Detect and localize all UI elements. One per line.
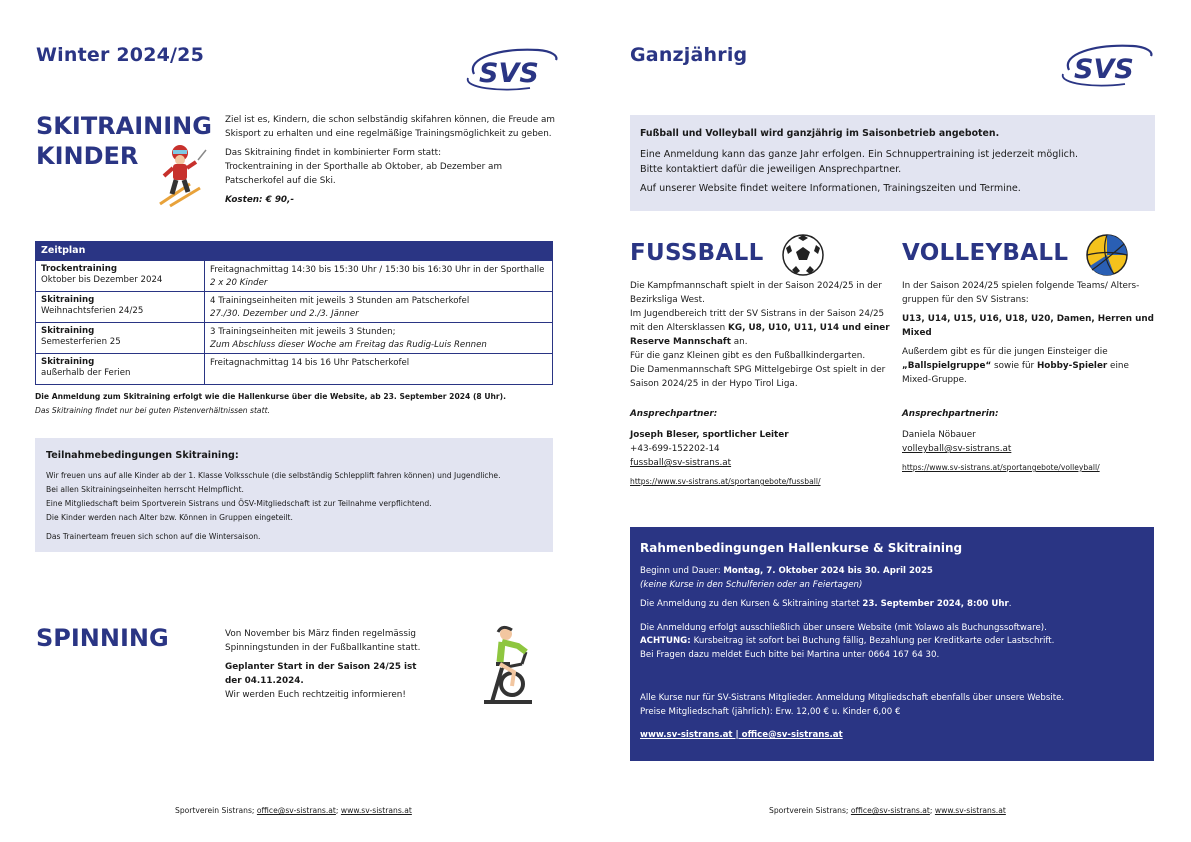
ski-form-line2: Trockentraining in der Sporthalle ab Oktober, ab Dezember am Patscherkofel auf die Ski. — [225, 162, 503, 186]
volleyball-p1: In der Saison 2024/25 spielen folgende Teams/ Alters-gruppen für den SV Sistrans: — [902, 281, 1140, 305]
fussball-p2c: an. — [730, 337, 748, 347]
volleyball-p3e: eine Mixed-Gruppe. — [902, 361, 1129, 385]
volleyball-p3a: Außerdem gibt es für die jungen Einsteiger die — [902, 347, 1108, 357]
rahmen-panel — [630, 527, 1154, 761]
zeitplan-table — [35, 241, 553, 385]
volleyball-contact-name: Daniela Nöbauer — [902, 430, 976, 440]
volleyball-p2: U13, U14, U15, U16, U18, U20, Damen, Herren und Mixed — [902, 314, 1154, 338]
volleyball-contact — [902, 407, 1154, 474]
intro-line3: Auf unserer Website findet weitere Informationen, Trainingszeiten und Termine. — [640, 183, 1021, 194]
volleyball-p3b: „Ballspielgruppe“ — [902, 361, 992, 371]
footer-email-link[interactable]: office@sv-sistrans.at — [256, 806, 336, 815]
anmeldung-notes — [35, 391, 565, 417]
row-line1: Freitagnachmittag 14 bis 16 Uhr Patscherkofel — [210, 358, 410, 368]
table-row — [36, 260, 552, 291]
fussball-contact — [630, 407, 892, 488]
rahmen-anmeldung-c: . — [1008, 599, 1012, 609]
rahmen-mitglieder: Alle Kurse nur für SV-Sistrans Mitglieder. Anmeldung Mitgliedschaft ebenfalls über unsere Website. — [640, 693, 1065, 703]
volleyball-p3d: Hobby-Spieler — [1036, 361, 1108, 371]
row-title: Skitraining — [41, 357, 95, 367]
teilnahme-line: Eine Mitgliedschaft beim Sportverein Sistrans und ÖSV-Mitgliedschaft ist zur Teilnahme verpflichtend. — [46, 499, 432, 508]
row-line2: Zum Abschluss dieser Woche am Freitag das Rudig-Luis Rennen — [210, 340, 487, 350]
row-title: Trockentraining — [41, 264, 118, 274]
footer-web-link[interactable]: www.sv-sistrans.at — [340, 806, 412, 815]
intro-line1: Eine Anmeldung kann das ganze Jahr erfolgen. Ein Schnuppertraining ist jederzeit möglich. — [640, 149, 1079, 160]
rahmen-beginn-value: Montag, 7. Oktober 2024 bis 30. April 2025 — [723, 566, 933, 576]
fussball-description — [630, 279, 892, 391]
rahmen-website: Die Anmeldung erfolgt ausschließlich über unsere Website (mit Yolawo als Buchungssoftware). — [640, 622, 1047, 633]
footer-label: Sportverein Sistrans; — [175, 806, 257, 815]
table-row — [36, 353, 552, 384]
spinning-description — [225, 627, 435, 702]
ski-title-line2: KINDER — [36, 142, 139, 170]
volleyball-title: VOLLEYBALL — [902, 240, 1069, 266]
spinning-bike-icon — [470, 624, 542, 710]
volleyball-url-link[interactable]: https://www.sv-sistrans.at/sportangebote/volleyball/ — [902, 463, 1100, 472]
footer-sep: ; — [335, 806, 341, 815]
rahmen-achtung-label: ACHTUNG: — [640, 636, 694, 646]
volleyball-email-link[interactable]: volleyball@sv-sistrans.at — [902, 444, 1012, 454]
fussball-email-link[interactable]: fussball@sv-sistrans.at — [630, 458, 732, 468]
fussball-contact-phone: +43-699-152202-14 — [630, 444, 720, 454]
table-row — [36, 322, 552, 353]
rahmen-beginn-note: (keine Kurse in den Schulferien oder an Feiertagen) — [640, 579, 863, 590]
season-title-ganzjaehrig: Ganzjährig — [630, 44, 748, 66]
intro-bold: Fußball und Volleyball wird ganzjährig im Saisonbetrieb angeboten. — [640, 128, 1000, 139]
rahmen-achtung-text: Kursbeitrag ist sofort bei Buchung fällig, Bezahlung per Kreditkarte oder Lastschrift. — [693, 636, 1055, 646]
row-line2: 27./30. Dezember und 2./3. Jänner — [210, 309, 359, 319]
fussball-p3: Für die ganz Kleinen gibt es den Fußballkindergarten. — [630, 351, 866, 361]
footer-web-link[interactable]: www.sv-sistrans.at — [934, 806, 1006, 815]
teilnahme-line: Wir freuen uns auf alle Kinder ab der 1. Klasse Volksschule (die selbständig Schlepplift fahren können) und Jugendliche. — [46, 471, 501, 480]
fussball-url-link[interactable]: https://www.sv-sistrans.at/sportangebote/fussball/ — [630, 477, 821, 486]
fussball-p2a: Im Jugendbereich tritt der SV Sistrans in der Saison 24/25 mit den Altersklassen — [630, 309, 885, 333]
fussball-title: FUSSBALL — [630, 240, 764, 266]
footer-label: Sportverein Sistrans; — [769, 806, 851, 815]
row-line1: 3 Trainingseinheiten mit jeweils 3 Stunden; — [210, 327, 396, 337]
row-line1: Freitagnachmittag 14:30 bis 15:30 Uhr / 15:30 bis 16:30 Uhr in der Sporthalle — [210, 265, 545, 275]
spinning-title: SPINNING — [36, 624, 169, 652]
ski-title-line1: SKITRAINING — [36, 112, 212, 140]
row-sub: Weihnachtsferien 24/25 — [41, 306, 144, 316]
row-title: Skitraining — [41, 295, 95, 305]
fussball-contact-label: Ansprechpartner: — [630, 409, 718, 419]
teilnahme-closing: Das Trainerteam freuen sich schon auf die Wintersaison. — [46, 532, 261, 541]
volleyball-p3c: sowie für — [991, 361, 1037, 371]
row-sub: Semesterferien 25 — [41, 337, 121, 347]
svg-text:SVS: SVS — [479, 58, 539, 89]
soccer-ball-icon — [780, 232, 826, 282]
svs-logo — [460, 44, 560, 94]
svs-logo — [1055, 40, 1155, 90]
footer-sep: ; — [929, 806, 935, 815]
anmeldung-note: Die Anmeldung zum Skitraining erfolgt wie die Hallenkurse über die Website, ab 23. September 2024 (8 Uhr). — [35, 392, 507, 401]
season-title-winter: Winter 2024/25 — [36, 44, 205, 66]
intro-line2: Bitte kontaktiert dafür die jeweiligen Ansprechpartner. — [640, 164, 902, 175]
teilnahme-line: Bei allen Skitrainingseinheiten herrscht Helmpflicht. — [46, 485, 244, 494]
row-title: Skitraining — [41, 326, 95, 336]
footer-right — [769, 806, 1006, 815]
rahmen-fragen: Bei Fragen dazu meldet Euch bitte bei Martina unter 0664 167 64 30. — [640, 649, 940, 660]
rahmen-anmeldung-b: 23. September 2024, 8:00 Uhr — [862, 599, 1009, 609]
row-line1: 4 Trainingseinheiten mit jeweils 3 Stunden am Patscherkofel — [210, 296, 470, 306]
volleyball-icon — [1084, 232, 1130, 282]
zeitplan-header: Zeitplan — [36, 242, 552, 260]
volleyball-contact-label: Ansprechpartnerin: — [902, 409, 999, 419]
teilnahme-title: Teilnahmebedingungen Skitraining: — [46, 450, 239, 461]
volleyball-description — [902, 279, 1154, 387]
fussball-p4: Die Damenmannschaft SPG Mittelgebirge Ost spielt in der Saison 2024/25 in der Hypo Tirol Liga. — [630, 365, 886, 389]
fussball-p2b: KG, U8, U10, U11, U14 und einer Reserve Mannschaft — [630, 323, 890, 347]
rahmen-preise: Preise Mitgliedschaft (jährlich): Erw. 12,00 € u. Kinder 6,00 € — [640, 706, 901, 717]
row-sub: Oktober bis Dezember 2024 — [41, 275, 163, 285]
teilnahme-line: Die Kinder werden nach Alter bzw. Können in Gruppen eingeteilt. — [46, 513, 293, 522]
rahmen-links[interactable]: www.sv-sistrans.at | office@sv-sistrans.at — [640, 730, 843, 740]
footer-email-link[interactable]: office@sv-sistrans.at — [850, 806, 930, 815]
footer-left — [175, 806, 412, 815]
spinning-start: Geplanter Start in der Saison 24/25 ist der 04.11.2024. — [225, 662, 417, 686]
fussball-contact-name: Joseph Bleser, sportlicher Leiter — [630, 430, 789, 440]
rahmen-title: Rahmenbedingungen Hallenkurse & Skitraining — [640, 541, 963, 555]
ski-description — [225, 113, 555, 212]
rahmen-anmeldung-a: Die Anmeldung zu den Kursen & Skitraining startet — [640, 599, 863, 609]
spinning-text: Von November bis März finden regelmässig Spinningstunden in der Fußballkantine statt. — [225, 629, 421, 653]
ski-form-line1: Das Skitraining findet in kombinierter Form statt: — [225, 148, 442, 158]
table-row — [36, 291, 552, 322]
row-line2: 2 x 20 Kinder — [210, 278, 268, 288]
ski-cost: Kosten: € 90,- — [225, 195, 295, 205]
piste-note: Das Skitraining findet nur bei guten Pistenverhältnissen statt. — [35, 406, 270, 415]
spinning-info: Wir werden Euch rechtzeitig informieren! — [225, 690, 406, 700]
row-sub: außerhalb der Ferien — [41, 368, 131, 378]
teilnahme-panel — [35, 438, 553, 552]
intro-panel — [630, 115, 1155, 211]
skier-icon — [156, 142, 210, 212]
ski-intro: Ziel ist es, Kindern, die schon selbständig skifahren können, die Freude am Skisport zu erhalten und eine regelmäßige Trainingsmöglichkeit zu geben. — [225, 115, 555, 139]
fussball-p1: Die Kampfmannschaft spielt in der Saison 2024/25 in der Bezirksliga West. — [630, 281, 882, 305]
rahmen-beginn-label: Beginn und Dauer: — [640, 566, 724, 576]
svg-text:SVS: SVS — [1074, 54, 1134, 85]
